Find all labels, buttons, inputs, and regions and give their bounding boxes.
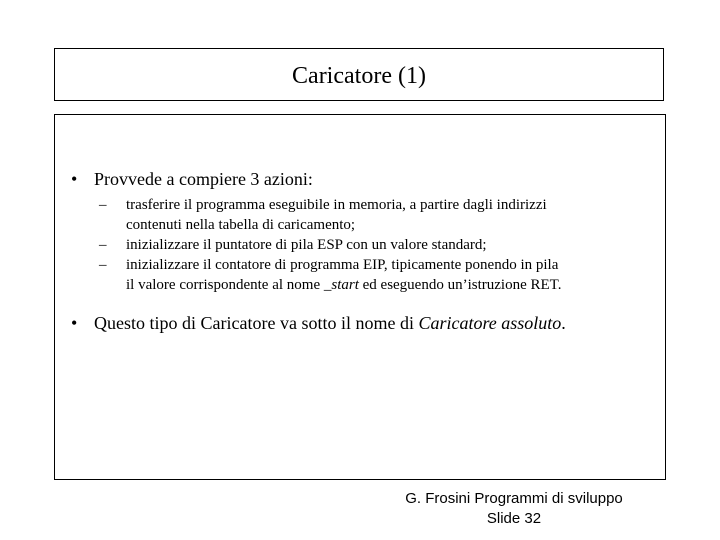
dash-marker: – [99,197,107,213]
sub-bullet-text-line: inizializzare il puntatore di pila ESP con un valore standard; [126,237,487,253]
bullet-text: Provvede a compiere 3 azioni: [94,169,313,189]
bullet-text [94,312,566,334]
sub-bullet-item-eip [99,255,659,295]
footer-author-course: G. Frosini Programmi di sviluppo [405,490,623,507]
slide-title: Caricatore (1) [292,63,426,89]
start-symbol-emphasis: _start [323,277,359,293]
text-segment: Questo tipo di Caricatore va sotto il nome di [94,313,419,333]
sub-bullet-list [99,195,659,295]
dash-marker: – [99,237,107,253]
sub-bullet-text-line-start [126,275,659,295]
sub-bullet-item-trasferire [99,195,659,235]
sub-bullet-text-line: inizializzare il contatore di programma EIP, tipicamente ponendo in pila [126,257,559,273]
slide-footer [380,489,648,529]
bullet-marker: • [71,313,78,333]
text-segment: il valore corrispondente al nome [126,277,324,293]
text-segment: . [561,313,566,333]
text-segment: ed eseguendo un’istruzione RET. [358,277,562,293]
slide-title-box [54,48,664,101]
bullet-marker: • [71,169,78,189]
dash-marker: – [99,257,107,273]
sub-bullet-text-line: contenuti nella tabella di caricamento; [126,217,356,233]
slide-content-box [54,114,666,480]
footer-slide-number: Slide 32 [486,510,542,527]
sub-bullet-item-esp [99,235,659,255]
sub-bullet-text-line: trasferire il programma eseguibile in memoria, a partire dagli indirizzi [126,197,547,213]
caricatore-assoluto-emphasis: Caricatore assoluto [418,313,562,333]
